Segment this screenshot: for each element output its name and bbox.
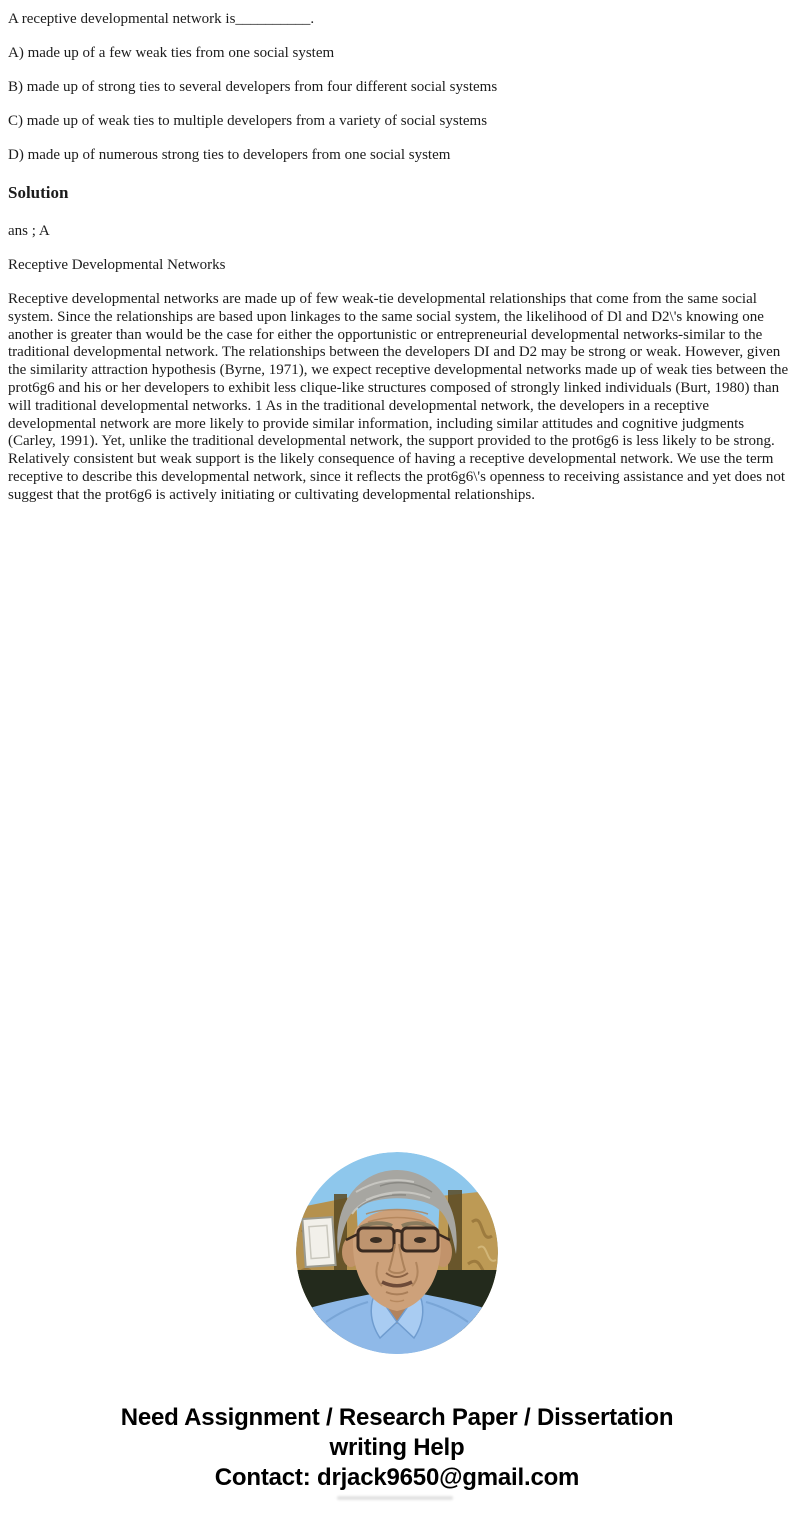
footer-smudge — [337, 1496, 453, 1500]
solution-subheading: Receptive Developmental Networks — [8, 257, 226, 273]
solution-heading: Solution — [8, 183, 69, 202]
solution-explanation: Receptive developmental networks are made up of few weak-tie developmental relationships that come from the same social system. Since the relationships are based upon linkages to the same social system, the likelihood of Dl and D2\'s knowing one another is greater than would be the case for either the opportunistic or entrepreneurial developmental networks-similar to the traditional developmental network. The relationships between the developers DI and D2 may be strong or weak. However, given the similarity attraction hypothesis (Byrne, 1971), we expect receptive developmental networks made up of weak ties between the prot6g6 and his or her developers to exhibit less clique-like structures composed of strongly linked individuals (Burt, 1980) than will traditional developmental networks. 1 As in the traditional developmental network, the developers in a receptive developmental network are more likely to provide similar information, including similar attitudes and cognitive judgments (Carley, 1991). Yet, unlike the traditional developmental network, the support provided to the prot6g6 is less likely to be strong. Relatively consistent but weak support is the likely consequence of having a receptive developmental network. We use the term receptive to describe this developmental network, since it reflects the prot6g6\'s openness to receiving assistance and yet does not suggest that the prot6g6 is actively initiating or cultivating developmental relationships. — [8, 291, 789, 503]
document-body — [0, 0, 794, 505]
footer-contact: Contact: drjack9650@gmail.com — [214, 1464, 580, 1491]
portrait-illustration — [296, 1152, 498, 1354]
footer-line-2: writing Help — [329, 1434, 465, 1461]
wall-picture-frame — [302, 1217, 335, 1267]
question-text: A receptive developmental network is__________. — [8, 11, 315, 27]
option-d: D) made up of numerous strong ties to developers from one social system — [8, 147, 451, 163]
answer-line: ans ; A — [8, 223, 50, 239]
footer-banner — [0, 1403, 794, 1493]
option-a: A) made up of a few weak ties from one social system — [8, 45, 335, 61]
profile-photo — [296, 1152, 498, 1354]
option-b: B) made up of strong ties to several developers from four different social systems — [8, 79, 498, 95]
option-c: C) made up of weak ties to multiple developers from a variety of social systems — [8, 113, 488, 129]
footer-line-1: Need Assignment / Research Paper / Dissertation — [120, 1404, 674, 1431]
